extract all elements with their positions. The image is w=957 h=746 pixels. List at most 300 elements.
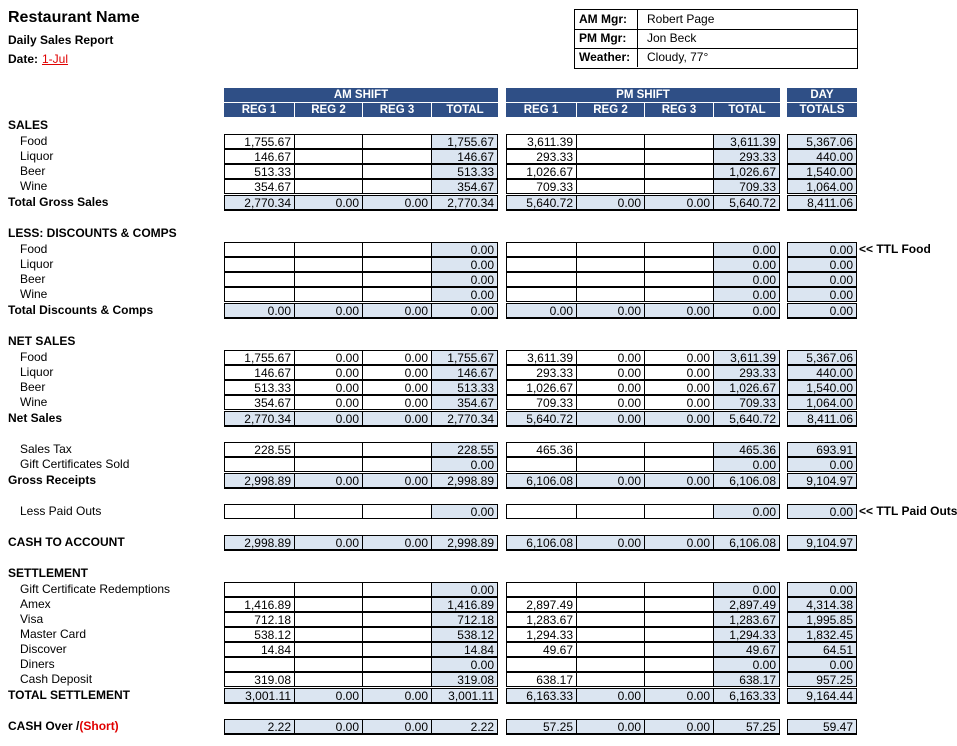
am-reg2-cell[interactable]: 0.00 bbox=[294, 473, 363, 489]
am-reg1-cell[interactable] bbox=[224, 287, 295, 302]
day-total-cell[interactable]: 64.51 bbox=[787, 642, 857, 657]
pm-total-cell[interactable]: 2,897.49 bbox=[713, 597, 780, 612]
am-reg1-cell[interactable]: 319.08 bbox=[224, 672, 295, 687]
day-total-cell[interactable]: 0.00 bbox=[787, 272, 857, 287]
am-reg3-cell[interactable]: 0.00 bbox=[362, 380, 432, 395]
pm-reg3-cell[interactable]: 0.00 bbox=[644, 195, 714, 211]
am-total-cell[interactable]: 146.67 bbox=[431, 149, 498, 164]
pm-reg1-cell[interactable]: 5,640.72 bbox=[506, 411, 577, 427]
am-reg1-cell[interactable]: 2.22 bbox=[224, 719, 295, 735]
pm-reg3-cell[interactable] bbox=[644, 582, 714, 597]
pm-reg2-cell[interactable]: 0.00 bbox=[576, 688, 645, 704]
pm-mgr-value[interactable]: Jon Beck bbox=[647, 31, 697, 45]
am-total-cell[interactable]: 2,998.89 bbox=[431, 535, 498, 551]
am-reg2-cell[interactable]: 0.00 bbox=[294, 380, 363, 395]
pm-reg2-cell[interactable]: 0.00 bbox=[576, 719, 645, 735]
am-reg1-cell[interactable]: 513.33 bbox=[224, 164, 295, 179]
pm-total-cell[interactable]: 1,026.67 bbox=[713, 164, 780, 179]
am-reg3-cell[interactable] bbox=[362, 457, 432, 472]
row-label: Diners bbox=[20, 657, 55, 671]
pm-total-cell[interactable]: 0.00 bbox=[713, 657, 780, 672]
pm-mgr-label: PM Mgr: bbox=[575, 29, 638, 48]
pm-reg1-cell[interactable]: 1,283.67 bbox=[506, 612, 577, 627]
am-reg3-cell[interactable] bbox=[362, 597, 432, 612]
am-reg3-cell[interactable] bbox=[362, 287, 432, 302]
pm-reg1-cell[interactable]: 465.36 bbox=[506, 442, 577, 457]
am-total-cell[interactable]: 0.00 bbox=[431, 287, 498, 302]
am-reg2-cell[interactable]: 0.00 bbox=[294, 395, 363, 410]
pm-reg2-cell[interactable] bbox=[576, 657, 645, 672]
pm-reg3-cell[interactable] bbox=[644, 504, 714, 519]
pm-total-cell[interactable]: 5,640.72 bbox=[713, 411, 780, 427]
day-total-cell[interactable]: 0.00 bbox=[787, 504, 857, 519]
am-reg3-cell[interactable] bbox=[362, 272, 432, 287]
pm-total-cell[interactable]: 1,026.67 bbox=[713, 380, 780, 395]
row-label: Gross Receipts bbox=[8, 473, 97, 487]
day-total-cell[interactable]: 4,314.38 bbox=[787, 597, 857, 612]
am-reg2-cell[interactable]: 0.00 bbox=[294, 303, 363, 319]
row-label: Sales Tax bbox=[20, 442, 72, 456]
am-reg3-cell[interactable] bbox=[362, 242, 432, 257]
am-reg3-cell[interactable]: 0.00 bbox=[362, 365, 432, 380]
pm-reg2-cell[interactable] bbox=[576, 179, 645, 194]
pm-total-cell[interactable]: 709.33 bbox=[713, 395, 780, 410]
day-total-cell[interactable]: 440.00 bbox=[787, 149, 857, 164]
am-total-header: TOTAL bbox=[431, 102, 498, 117]
pm-reg1-cell[interactable]: 2,897.49 bbox=[506, 597, 577, 612]
row-label: Visa bbox=[20, 612, 44, 626]
am-reg1-cell[interactable] bbox=[224, 457, 295, 472]
am-reg3-cell[interactable]: 0.00 bbox=[362, 350, 432, 365]
pm-reg2-cell[interactable]: 0.00 bbox=[576, 350, 645, 365]
row-label: Net Sales bbox=[8, 411, 63, 425]
am-reg2-cell[interactable]: 0.00 bbox=[294, 195, 363, 211]
day-total-cell[interactable]: 1,064.00 bbox=[787, 179, 857, 194]
pm-reg1-cell[interactable]: 1,294.33 bbox=[506, 627, 577, 642]
pm-shift-header: PM SHIFT bbox=[506, 88, 780, 102]
am-reg2-cell[interactable] bbox=[294, 642, 363, 657]
pm-reg3-cell[interactable] bbox=[644, 164, 714, 179]
am-total-cell[interactable]: 0.00 bbox=[431, 582, 498, 597]
am-reg1-cell[interactable]: 14.84 bbox=[224, 642, 295, 657]
am-reg2-cell[interactable] bbox=[294, 582, 363, 597]
am-reg1-cell[interactable] bbox=[224, 504, 295, 519]
pm-reg2-cell[interactable] bbox=[576, 582, 645, 597]
row-label: Discover bbox=[20, 642, 67, 656]
am-reg3-cell[interactable] bbox=[362, 179, 432, 194]
pm-reg3-cell[interactable]: 0.00 bbox=[644, 719, 714, 735]
pm-total-cell[interactable]: 0.00 bbox=[713, 272, 780, 287]
pm-total-cell[interactable]: 1,294.33 bbox=[713, 627, 780, 642]
pm-reg2-cell[interactable] bbox=[576, 597, 645, 612]
am-total-cell[interactable]: 0.00 bbox=[431, 257, 498, 272]
am-reg2-cell[interactable] bbox=[294, 597, 363, 612]
pm-total-cell[interactable]: 293.33 bbox=[713, 149, 780, 164]
pm-reg2-header: REG 2 bbox=[576, 102, 644, 117]
pm-reg2-cell[interactable] bbox=[576, 242, 645, 257]
am-reg3-cell[interactable]: 0.00 bbox=[362, 395, 432, 410]
am-total-cell[interactable]: 3,001.11 bbox=[431, 688, 498, 704]
pm-reg3-cell[interactable] bbox=[644, 627, 714, 642]
day-total-cell[interactable]: 1,832.45 bbox=[787, 627, 857, 642]
day-total-cell[interactable]: 8,411.06 bbox=[787, 195, 857, 211]
pm-reg3-cell[interactable] bbox=[644, 272, 714, 287]
am-reg2-cell[interactable] bbox=[294, 242, 363, 257]
am-reg1-header: REG 1 bbox=[224, 102, 294, 117]
pm-reg1-cell[interactable]: 1,026.67 bbox=[506, 380, 577, 395]
cash-over-short-label bbox=[8, 719, 119, 733]
am-total-cell[interactable]: 354.67 bbox=[431, 395, 498, 410]
date-label: Date: bbox=[8, 52, 39, 66]
am-total-cell[interactable]: 513.33 bbox=[431, 380, 498, 395]
pm-reg3-cell[interactable]: 0.00 bbox=[644, 411, 714, 427]
pm-total-cell[interactable]: 49.67 bbox=[713, 642, 780, 657]
pm-reg3-cell[interactable] bbox=[644, 442, 714, 457]
am-reg1-cell[interactable]: 354.67 bbox=[224, 395, 295, 410]
day-total-cell[interactable]: 0.00 bbox=[787, 242, 857, 257]
pm-total-cell[interactable]: 3,611.39 bbox=[713, 134, 780, 149]
row-label: TOTAL SETTLEMENT bbox=[8, 688, 130, 702]
pm-reg3-cell[interactable]: 0.00 bbox=[644, 303, 714, 319]
am-reg3-cell[interactable]: 0.00 bbox=[362, 719, 432, 735]
row-label: Food bbox=[20, 242, 48, 256]
pm-reg1-cell[interactable] bbox=[506, 504, 577, 519]
pm-reg1-cell[interactable]: 3,611.39 bbox=[506, 350, 577, 365]
day-total-cell[interactable]: 59.47 bbox=[787, 719, 857, 735]
pm-total-cell[interactable]: 3,611.39 bbox=[713, 350, 780, 365]
am-reg3-cell[interactable]: 0.00 bbox=[362, 195, 432, 211]
am-reg1-cell[interactable] bbox=[224, 582, 295, 597]
pm-total-cell[interactable]: 0.00 bbox=[713, 242, 780, 257]
pm-total-cell[interactable]: 1,283.67 bbox=[713, 612, 780, 627]
pm-reg3-cell[interactable] bbox=[644, 242, 714, 257]
am-reg3-cell[interactable] bbox=[362, 149, 432, 164]
am-reg2-cell[interactable]: 0.00 bbox=[294, 535, 363, 551]
am-total-cell[interactable]: 2.22 bbox=[431, 719, 498, 735]
am-reg2-cell[interactable] bbox=[294, 627, 363, 642]
am-total-cell[interactable]: 1,416.89 bbox=[431, 597, 498, 612]
day-total-cell[interactable]: 440.00 bbox=[787, 365, 857, 380]
day-total-cell[interactable]: 5,367.06 bbox=[787, 350, 857, 365]
am-reg3-cell[interactable]: 0.00 bbox=[362, 411, 432, 427]
pm-reg3-cell[interactable] bbox=[644, 149, 714, 164]
pm-total-cell[interactable]: 6,106.08 bbox=[713, 473, 780, 489]
pm-reg3-cell[interactable]: 0.00 bbox=[644, 688, 714, 704]
am-total-cell[interactable]: 1,755.67 bbox=[431, 350, 498, 365]
am-total-cell[interactable]: 228.55 bbox=[431, 442, 498, 457]
am-reg3-cell[interactable] bbox=[362, 627, 432, 642]
day-total-cell[interactable]: 957.25 bbox=[787, 672, 857, 687]
row-label: Liquor bbox=[20, 149, 54, 163]
day-total-cell[interactable]: 1,540.00 bbox=[787, 380, 857, 395]
am-reg2-cell[interactable] bbox=[294, 134, 363, 149]
pm-reg1-cell[interactable]: 5,640.72 bbox=[506, 195, 577, 211]
am-reg2-cell[interactable] bbox=[294, 442, 363, 457]
pm-reg2-cell[interactable] bbox=[576, 287, 645, 302]
am-reg2-cell[interactable]: 0.00 bbox=[294, 411, 363, 427]
pm-reg3-cell[interactable]: 0.00 bbox=[644, 365, 714, 380]
day-total-cell[interactable]: 693.91 bbox=[787, 442, 857, 457]
pm-reg1-cell[interactable]: 6,106.08 bbox=[506, 535, 577, 551]
day-total-cell[interactable]: 0.00 bbox=[787, 287, 857, 302]
am-reg1-cell[interactable]: 712.18 bbox=[224, 612, 295, 627]
pm-reg2-cell[interactable] bbox=[576, 612, 645, 627]
day-total-cell[interactable]: 9,164.44 bbox=[787, 688, 857, 704]
pm-reg2-cell[interactable] bbox=[576, 134, 645, 149]
manager-info-box bbox=[574, 9, 858, 69]
pm-reg1-cell[interactable]: 1,026.67 bbox=[506, 164, 577, 179]
am-total-cell[interactable]: 146.67 bbox=[431, 365, 498, 380]
am-reg1-cell[interactable]: 146.67 bbox=[224, 365, 295, 380]
pm-reg1-cell[interactable]: 293.33 bbox=[506, 149, 577, 164]
am-reg1-cell[interactable] bbox=[224, 657, 295, 672]
day-total-cell[interactable]: 1,064.00 bbox=[787, 395, 857, 410]
day-total-cell[interactable]: 9,104.97 bbox=[787, 535, 857, 551]
row-label: Total Gross Sales bbox=[8, 195, 109, 209]
pm-reg1-cell[interactable]: 293.33 bbox=[506, 365, 577, 380]
am-reg2-cell[interactable] bbox=[294, 164, 363, 179]
am-reg2-cell[interactable]: 0.00 bbox=[294, 719, 363, 735]
am-reg1-cell[interactable]: 2,770.34 bbox=[224, 411, 295, 427]
section-settlement: SETTLEMENT bbox=[8, 566, 88, 580]
am-reg2-cell[interactable] bbox=[294, 672, 363, 687]
am-reg2-cell[interactable]: 0.00 bbox=[294, 350, 363, 365]
pm-reg1-cell[interactable]: 6,106.08 bbox=[506, 473, 577, 489]
row-label: Beer bbox=[20, 164, 46, 178]
am-reg3-cell[interactable]: 0.00 bbox=[362, 473, 432, 489]
am-reg2-cell[interactable] bbox=[294, 149, 363, 164]
pm-reg3-cell[interactable]: 0.00 bbox=[644, 350, 714, 365]
row-label: Gift Certificate Redemptions bbox=[20, 582, 171, 596]
ttl-food-note: << TTL Food bbox=[859, 242, 931, 256]
pm-reg1-cell[interactable] bbox=[506, 257, 577, 272]
day-total-cell[interactable]: 0.00 bbox=[787, 657, 857, 672]
pm-reg3-cell[interactable]: 0.00 bbox=[644, 395, 714, 410]
am-reg3-cell[interactable] bbox=[362, 257, 432, 272]
am-reg2-cell[interactable] bbox=[294, 179, 363, 194]
am-reg3-cell[interactable] bbox=[362, 134, 432, 149]
row-label: Wine bbox=[20, 395, 48, 409]
am-reg2-cell[interactable]: 0.00 bbox=[294, 365, 363, 380]
pm-reg1-cell[interactable]: 49.67 bbox=[506, 642, 577, 657]
am-reg3-cell[interactable] bbox=[362, 164, 432, 179]
am-reg3-cell[interactable] bbox=[362, 612, 432, 627]
pm-reg2-cell[interactable]: 0.00 bbox=[576, 195, 645, 211]
am-reg1-cell[interactable]: 3,001.11 bbox=[224, 688, 295, 704]
am-reg3-cell[interactable]: 0.00 bbox=[362, 535, 432, 551]
pm-reg3-cell[interactable] bbox=[644, 612, 714, 627]
am-total-cell[interactable]: 0.00 bbox=[431, 457, 498, 472]
pm-reg1-cell[interactable] bbox=[506, 457, 577, 472]
pm-reg3-cell[interactable] bbox=[644, 642, 714, 657]
day-total-cell[interactable]: 0.00 bbox=[787, 582, 857, 597]
pm-total-header: TOTAL bbox=[713, 102, 780, 117]
am-reg3-cell[interactable]: 0.00 bbox=[362, 303, 432, 319]
am-mgr-value[interactable]: Robert Page bbox=[647, 12, 715, 26]
pm-reg1-cell[interactable]: 709.33 bbox=[506, 395, 577, 410]
day-total-cell[interactable]: 5,367.06 bbox=[787, 134, 857, 149]
pm-total-cell[interactable]: 6,106.08 bbox=[713, 535, 780, 551]
pm-reg1-cell[interactable] bbox=[506, 242, 577, 257]
pm-reg3-cell[interactable] bbox=[644, 257, 714, 272]
day-total-cell[interactable]: 1,995.85 bbox=[787, 612, 857, 627]
pm-reg3-cell[interactable]: 0.00 bbox=[644, 535, 714, 551]
am-reg1-cell[interactable]: 513.33 bbox=[224, 380, 295, 395]
pm-reg1-cell[interactable]: 6,163.33 bbox=[506, 688, 577, 704]
am-reg3-cell[interactable] bbox=[362, 672, 432, 687]
am-reg3-cell[interactable] bbox=[362, 504, 432, 519]
weather-label: Weather: bbox=[575, 48, 638, 67]
pm-reg2-cell[interactable] bbox=[576, 457, 645, 472]
pm-reg2-cell[interactable] bbox=[576, 504, 645, 519]
pm-reg1-cell[interactable] bbox=[506, 582, 577, 597]
row-label: Amex bbox=[20, 597, 51, 611]
pm-reg2-cell[interactable] bbox=[576, 672, 645, 687]
am-total-cell[interactable]: 2,770.34 bbox=[431, 195, 498, 211]
pm-reg1-cell[interactable]: 57.25 bbox=[506, 719, 577, 735]
pm-reg1-cell[interactable]: 709.33 bbox=[506, 179, 577, 194]
pm-reg2-cell[interactable] bbox=[576, 257, 645, 272]
am-total-cell[interactable]: 14.84 bbox=[431, 642, 498, 657]
am-reg1-cell[interactable]: 2,998.89 bbox=[224, 535, 295, 551]
pm-reg1-cell[interactable]: 0.00 bbox=[506, 303, 577, 319]
am-reg2-cell[interactable] bbox=[294, 457, 363, 472]
am-reg1-cell[interactable] bbox=[224, 242, 295, 257]
am-reg1-cell[interactable]: 0.00 bbox=[224, 303, 295, 319]
am-reg2-cell[interactable] bbox=[294, 657, 363, 672]
am-reg1-cell[interactable] bbox=[224, 272, 295, 287]
am-reg3-cell[interactable] bbox=[362, 642, 432, 657]
am-reg3-cell[interactable] bbox=[362, 442, 432, 457]
am-reg2-cell[interactable] bbox=[294, 612, 363, 627]
pm-reg2-cell[interactable] bbox=[576, 272, 645, 287]
pm-total-cell[interactable]: 638.17 bbox=[713, 672, 780, 687]
day-total-cell[interactable]: 9,104.97 bbox=[787, 473, 857, 489]
pm-total-cell[interactable]: 0.00 bbox=[713, 303, 780, 319]
am-mgr-label: AM Mgr: bbox=[575, 10, 638, 29]
am-reg1-cell[interactable]: 146.67 bbox=[224, 149, 295, 164]
pm-total-cell[interactable]: 0.00 bbox=[713, 504, 780, 519]
am-reg1-cell[interactable]: 1,416.89 bbox=[224, 597, 295, 612]
pm-reg3-cell[interactable] bbox=[644, 457, 714, 472]
am-reg1-cell[interactable]: 1,755.67 bbox=[224, 350, 295, 365]
row-label: Gift Certificates Sold bbox=[20, 457, 130, 471]
pm-reg2-cell[interactable] bbox=[576, 627, 645, 642]
am-reg1-cell[interactable] bbox=[224, 257, 295, 272]
pm-total-cell[interactable]: 293.33 bbox=[713, 365, 780, 380]
pm-reg3-cell[interactable] bbox=[644, 597, 714, 612]
am-total-cell[interactable]: 513.33 bbox=[431, 164, 498, 179]
am-total-cell[interactable]: 0.00 bbox=[431, 242, 498, 257]
pm-reg3-cell[interactable] bbox=[644, 134, 714, 149]
pm-reg2-cell[interactable]: 0.00 bbox=[576, 395, 645, 410]
pm-reg3-cell[interactable]: 0.00 bbox=[644, 380, 714, 395]
am-total-cell[interactable]: 0.00 bbox=[431, 657, 498, 672]
am-reg1-cell[interactable]: 2,998.89 bbox=[224, 473, 295, 489]
pm-reg3-cell[interactable] bbox=[644, 657, 714, 672]
pm-reg2-cell[interactable]: 0.00 bbox=[576, 380, 645, 395]
weather-value[interactable]: Cloudy, 77° bbox=[647, 50, 709, 64]
am-reg3-cell[interactable]: 0.00 bbox=[362, 688, 432, 704]
am-total-cell[interactable]: 2,770.34 bbox=[431, 411, 498, 427]
pm-total-cell[interactable]: 5,640.72 bbox=[713, 195, 780, 211]
day-total-cell[interactable]: 0.00 bbox=[787, 303, 857, 319]
pm-total-cell[interactable]: 0.00 bbox=[713, 457, 780, 472]
pm-reg2-cell[interactable] bbox=[576, 442, 645, 457]
day-total-cell[interactable]: 0.00 bbox=[787, 257, 857, 272]
pm-reg2-cell[interactable] bbox=[576, 149, 645, 164]
day-total-cell[interactable]: 0.00 bbox=[787, 457, 857, 472]
short-label: (Short) bbox=[79, 719, 119, 733]
am-total-cell[interactable]: 354.67 bbox=[431, 179, 498, 194]
pm-reg2-cell[interactable]: 0.00 bbox=[576, 411, 645, 427]
day-header: DAY bbox=[787, 88, 857, 102]
pm-reg1-cell[interactable]: 638.17 bbox=[506, 672, 577, 687]
day-total-cell[interactable]: 1,540.00 bbox=[787, 164, 857, 179]
am-total-cell[interactable]: 0.00 bbox=[431, 272, 498, 287]
pm-total-cell[interactable]: 0.00 bbox=[713, 287, 780, 302]
pm-reg2-cell[interactable]: 0.00 bbox=[576, 535, 645, 551]
pm-reg1-cell[interactable] bbox=[506, 287, 577, 302]
am-total-cell[interactable]: 0.00 bbox=[431, 504, 498, 519]
am-reg2-header: REG 2 bbox=[294, 102, 362, 117]
pm-total-cell[interactable]: 465.36 bbox=[713, 442, 780, 457]
am-reg2-cell[interactable]: 0.00 bbox=[294, 688, 363, 704]
am-total-cell[interactable]: 0.00 bbox=[431, 303, 498, 319]
pm-reg2-cell[interactable] bbox=[576, 164, 645, 179]
am-reg2-cell[interactable] bbox=[294, 504, 363, 519]
pm-reg3-cell[interactable] bbox=[644, 672, 714, 687]
pm-reg1-cell[interactable]: 3,611.39 bbox=[506, 134, 577, 149]
am-total-cell[interactable]: 538.12 bbox=[431, 627, 498, 642]
pm-total-cell[interactable]: 709.33 bbox=[713, 179, 780, 194]
am-reg2-cell[interactable] bbox=[294, 272, 363, 287]
am-reg1-cell[interactable]: 228.55 bbox=[224, 442, 295, 457]
pm-reg2-cell[interactable]: 0.00 bbox=[576, 365, 645, 380]
pm-total-cell[interactable]: 0.00 bbox=[713, 582, 780, 597]
am-reg1-cell[interactable]: 2,770.34 bbox=[224, 195, 295, 211]
row-label: Wine bbox=[20, 287, 48, 301]
pm-reg2-cell[interactable] bbox=[576, 642, 645, 657]
row-label: Liquor bbox=[20, 257, 54, 271]
am-reg2-cell[interactable] bbox=[294, 257, 363, 272]
am-total-cell[interactable]: 1,755.67 bbox=[431, 134, 498, 149]
am-reg3-cell[interactable] bbox=[362, 582, 432, 597]
date-value[interactable]: 1-Jul bbox=[42, 52, 69, 66]
am-total-cell[interactable]: 2,998.89 bbox=[431, 473, 498, 489]
am-total-cell[interactable]: 712.18 bbox=[431, 612, 498, 627]
pm-reg3-cell[interactable]: 0.00 bbox=[644, 473, 714, 489]
pm-reg2-cell[interactable]: 0.00 bbox=[576, 303, 645, 319]
pm-reg1-cell[interactable] bbox=[506, 272, 577, 287]
row-label: Liquor bbox=[20, 365, 54, 379]
pm-reg3-cell[interactable] bbox=[644, 287, 714, 302]
pm-reg1-cell[interactable] bbox=[506, 657, 577, 672]
row-label: Total Discounts & Comps bbox=[8, 303, 154, 317]
am-reg2-cell[interactable] bbox=[294, 287, 363, 302]
am-reg1-cell[interactable]: 354.67 bbox=[224, 179, 295, 194]
day-total-cell[interactable]: 8,411.06 bbox=[787, 411, 857, 427]
am-reg3-cell[interactable] bbox=[362, 657, 432, 672]
pm-total-cell[interactable]: 57.25 bbox=[713, 719, 780, 735]
am-reg1-cell[interactable]: 538.12 bbox=[224, 627, 295, 642]
pm-total-cell[interactable]: 0.00 bbox=[713, 257, 780, 272]
am-reg1-cell[interactable]: 1,755.67 bbox=[224, 134, 295, 149]
pm-total-cell[interactable]: 6,163.33 bbox=[713, 688, 780, 704]
am-total-cell[interactable]: 319.08 bbox=[431, 672, 498, 687]
pm-reg3-cell[interactable] bbox=[644, 179, 714, 194]
pm-reg2-cell[interactable]: 0.00 bbox=[576, 473, 645, 489]
